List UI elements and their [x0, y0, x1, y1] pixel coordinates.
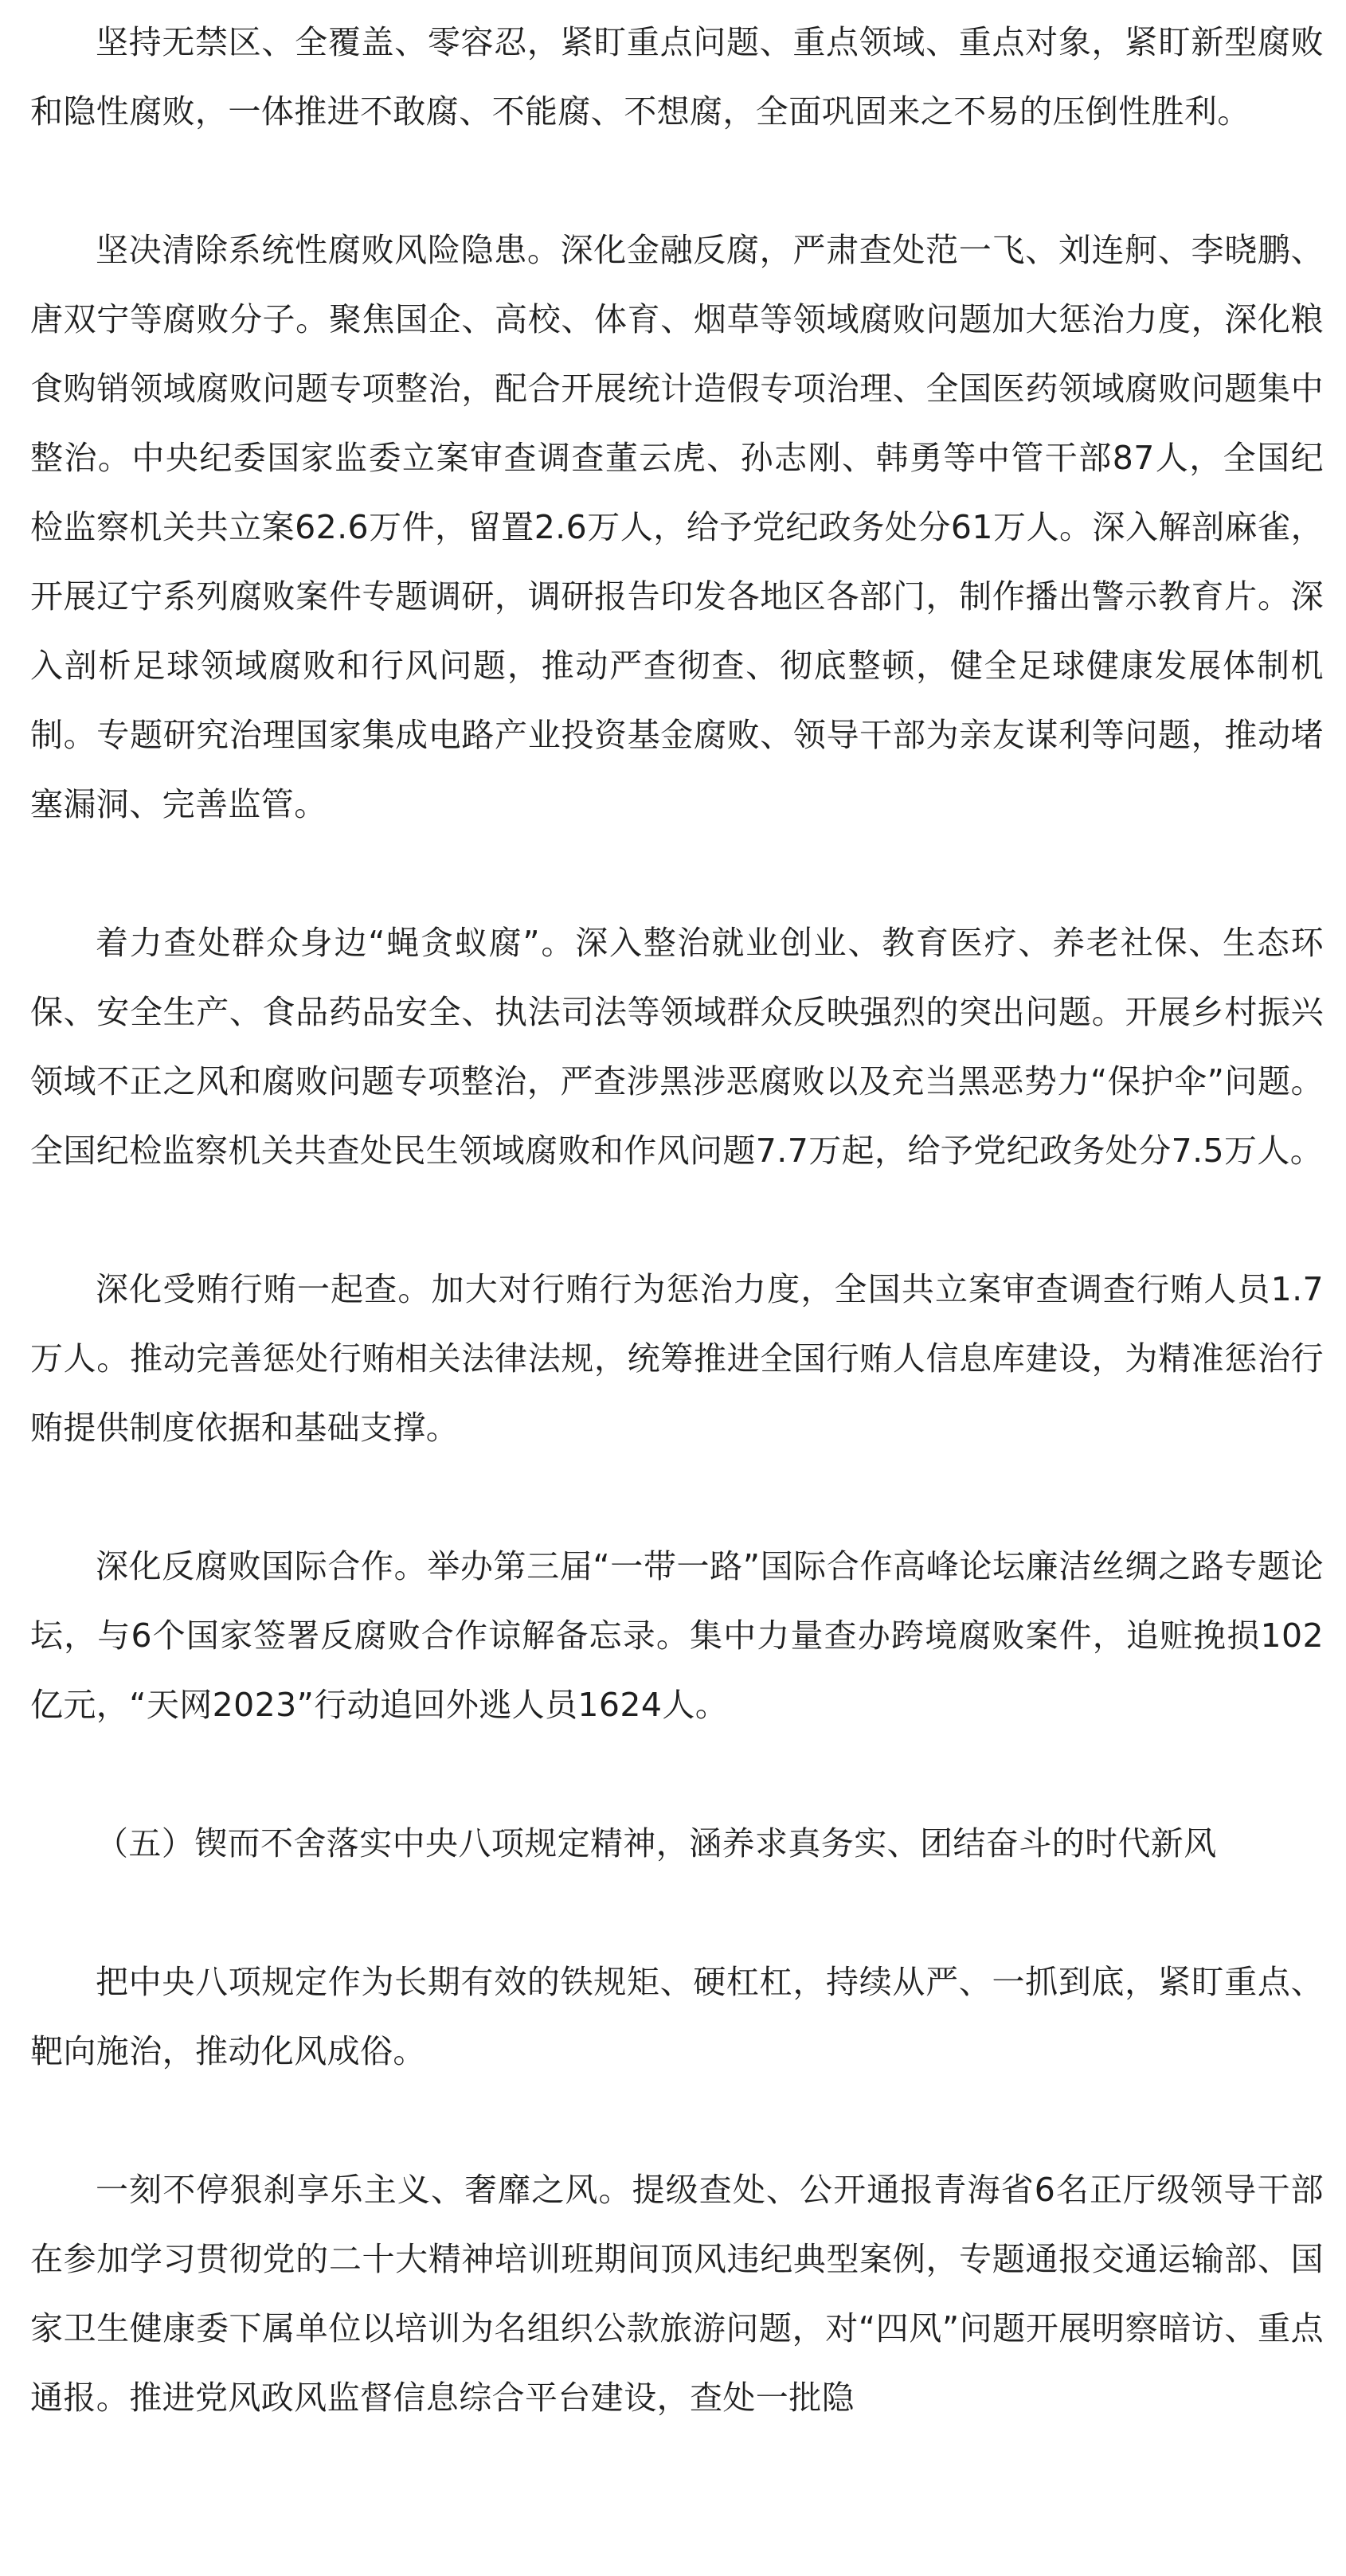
paragraph-grassroots-corruption: 着力查处群众身边“蝇贪蚁腐”。深入整治就业创业、教育医疗、养老社保、生态环保、安全生产、食品药品安全、执法司法等领域群众反映强烈的突出问题。开展乡村振兴领域不正之风和腐败问题专项整治，严查涉黑涉恶腐败以及充当黑恶势力“保护伞”问题。全国纪检监察机关共查处民生领域腐败和作风问题7.7万起，给予党纪政务处分7.5万人。	[30, 924, 1324, 1170]
paragraph-international-cooperation: 深化反腐败国际合作。举办第三届“一带一路”国际合作高峰论坛廉洁丝绸之路专题论坛，与6个国家签署反腐败合作谅解备忘录。集中力量查办跨境腐败案件，追赃挽损102亿元，“天网2023”行动追回外逃人员1624人。	[30, 1547, 1324, 1724]
paragraph-comprehensive-victory: 坚持无禁区、全覆盖、零容忍，紧盯重点问题、重点领域、重点对象，紧盯新型腐败和隐性腐败，一体推进不敢腐、不能腐、不想腐，全面巩固来之不易的压倒性胜利。	[30, 23, 1324, 131]
paragraph-hedonism: 一刻不停狠刹享乐主义、奢靡之风。提级查处、公开通报青海省6名正厅级领导干部在参加学习贯彻党的二十大精神培训班期间顶风违纪典型案例，专题通报交通运输部、国家卫生健康委下属单位以培训为名组织公款旅游问题，对“四风”问题开展明察暗访、重点通报。推进党风政风监督信息综合平台建设，查处一批隐	[30, 2171, 1324, 2417]
section-heading: （五）锲而不舍落实中央八项规定精神，涵养求真务实、团结奋斗的时代新风	[96, 1824, 1217, 1863]
paragraph-eight-rules: 把中央八项规定作为长期有效的铁规矩、硬杠杠，持续从严、一抓到底，紧盯重点、靶向施治，推动化风成俗。	[30, 1963, 1324, 2070]
paragraph-bribery: 深化受贿行贿一起查。加大对行贿行为惩治力度，全国共立案审查调查行贿人员1.7万人。推动完善惩处行贿相关法律法规，统筹推进全国行贿人信息库建设，为精准惩治行贿提供制度依据和基础支撑。	[30, 1270, 1324, 1447]
paragraph-systemic-risk: 坚决清除系统性腐败风险隐患。深化金融反腐，严肃查处范一飞、刘连舸、李晓鹏、唐双宁等腐败分子。聚焦国企、高校、体育、烟草等领域腐败问题加大惩治力度，深化粮食购销领域腐败问题专项整治，配合开展统计造假专项治理、全国医药领域腐败问题集中整治。中央纪委国家监委立案审查调查董云虎、孙志刚、韩勇等中管干部87人，全国纪检监察机关共立案62.6万件，留置2.6万人，给予党纪政务处分61万人。深入解剖麻雀，开展辽宁系列腐败案件专题调研，调研报告印发各地区各部门，制作播出警示教育片。深入剖析足球领域腐败和行风问题，推动严查彻查、彻底整顿，健全足球健康发展体制机制。专题研究治理国家集成电路产业投资基金腐败、领导干部为亲友谋利等问题，推动堵塞漏洞、完善监管。	[30, 231, 1324, 823]
article-body	[30, 8, 1324, 2502]
